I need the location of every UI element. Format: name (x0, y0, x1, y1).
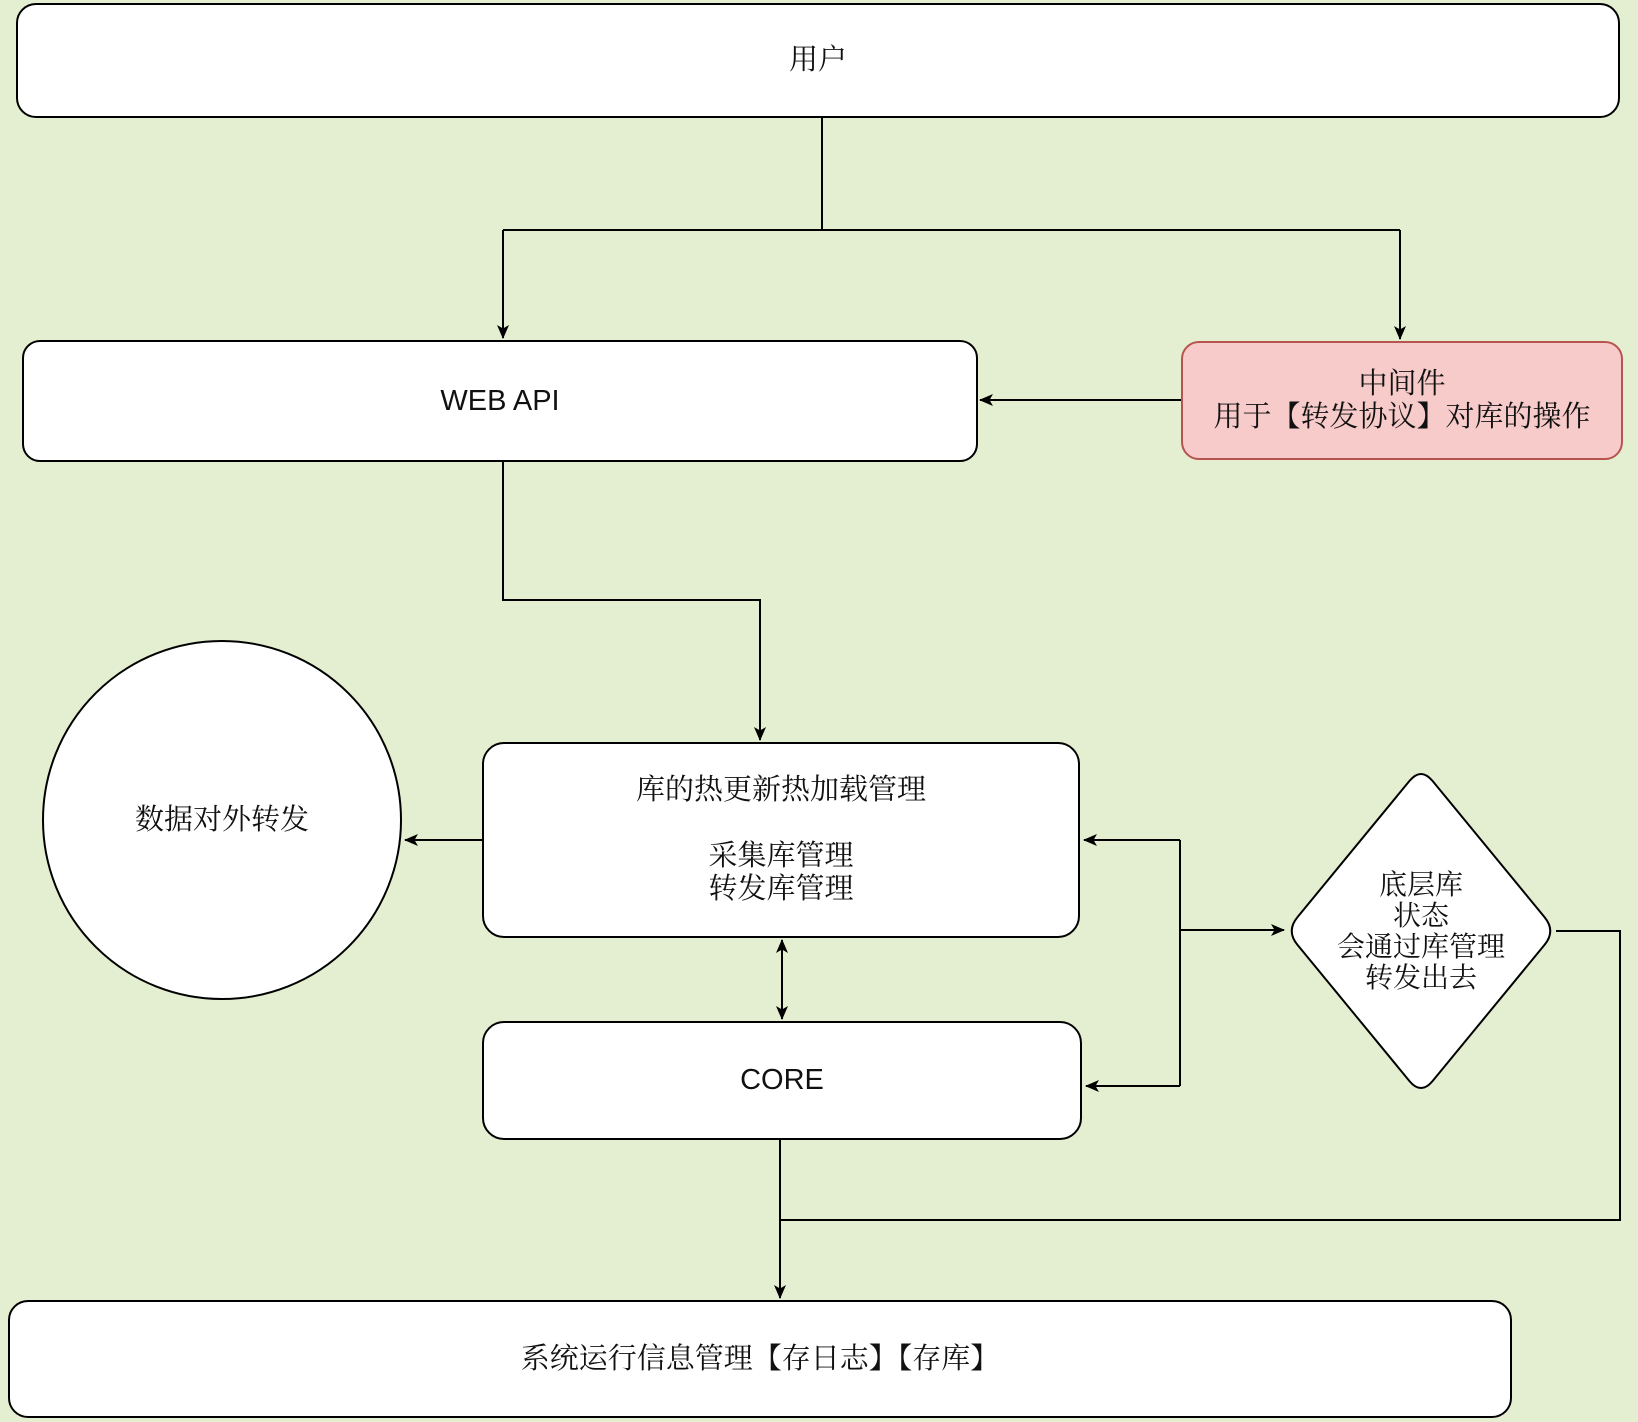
diamond-line1: 底层库 (1378, 869, 1463, 900)
node-library-manager-line3: 采集库管理 (708, 840, 854, 872)
node-middleware-line1: 中间件 (1358, 367, 1446, 400)
diamond-line3: 会通过库管理 (1336, 931, 1505, 962)
node-core (482, 1021, 1082, 1140)
node-library-manager-line4: 转发库管理 (708, 873, 854, 905)
node-system-info (8, 1300, 1512, 1418)
edge-webapi-to-mgmt (503, 462, 760, 740)
diamond-line2: 状态 (1392, 900, 1449, 931)
node-data-forward-label: 数据对外转发 (134, 803, 309, 836)
diamond-line4: 转发出去 (1364, 962, 1477, 993)
node-library-manager (482, 742, 1080, 938)
node-web-api-label: WEB API (440, 384, 560, 417)
node-status-diamond (1286, 767, 1556, 1095)
node-system-info-label: 系统运行信息管理【存日志】【存库】 (520, 1342, 1000, 1375)
node-library-manager-line1: 库的热更新热加载管理 (635, 774, 926, 806)
node-data-forward-circle (42, 640, 402, 1000)
node-web-api (22, 340, 978, 462)
node-core-label: CORE (740, 1064, 824, 1096)
node-middleware-line2: 用于【转发协议】对库的操作 (1213, 400, 1591, 433)
node-middleware (1181, 341, 1623, 460)
node-user-label: 用户 (788, 44, 847, 76)
node-user (16, 3, 1620, 118)
node-status-diamond-label (1286, 767, 1556, 1095)
